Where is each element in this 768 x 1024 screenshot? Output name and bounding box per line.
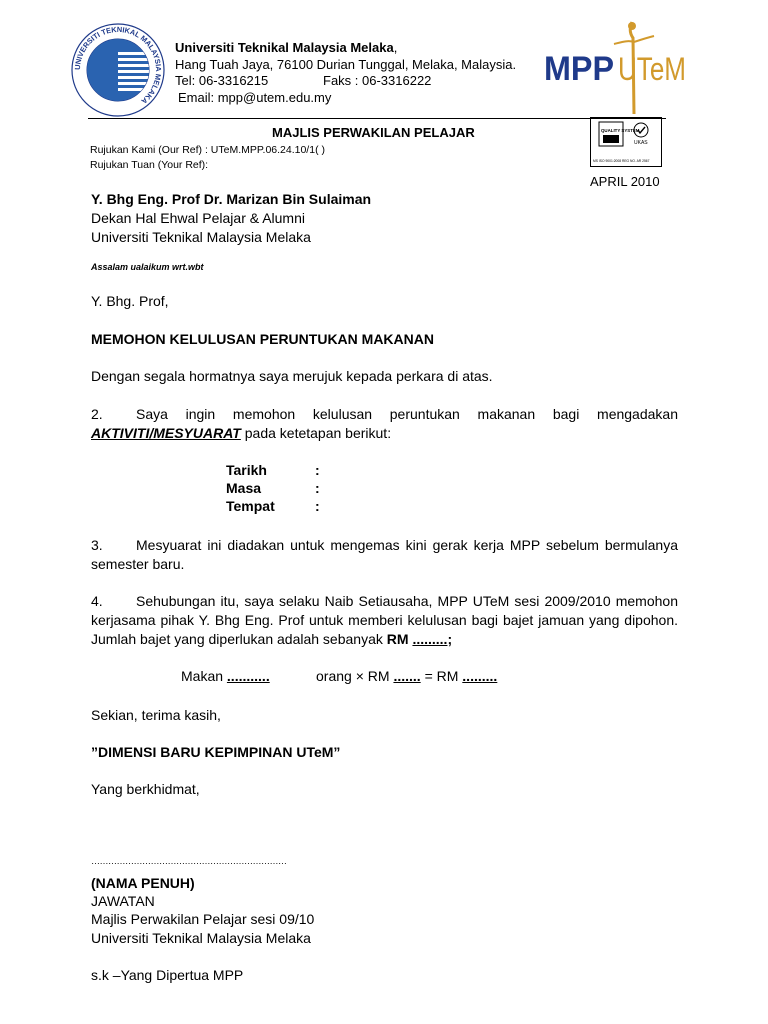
cert-label-left: QUALITY SYSTEM [601, 128, 640, 133]
closing: Sekian, terima kasih, [91, 707, 221, 723]
letterhead-tel: Tel: 06-3316215 [175, 73, 269, 88]
paragraph-1: Dengan segala hormatnya saya merujuk kepada perkara di atas. [91, 368, 493, 384]
signature-position: JAWATAN [91, 893, 155, 909]
motto: ”DIMENSI BARU KEPIMPINAN UTeM” [91, 744, 341, 760]
our-ref: Rujukan Kami (Our Ref) : UTeM.MPP.06.24.10/1( ) [90, 144, 325, 156]
calc-makan: Makan ........... [181, 668, 270, 684]
paragraph-2-number: 2. [91, 406, 103, 422]
paragraph-3: 3. Mesyuarat ini diadakan untuk mengemas kini gerak kerja MPP sebelum bermulanya semester baru. [91, 537, 678, 572]
makan-blank: ........... [226, 668, 270, 684]
letterhead-fax: Faks : 06-3316222 [323, 73, 432, 88]
total-blank: ......... [462, 668, 498, 684]
university-crest-logo [70, 22, 166, 118]
header-rule [88, 118, 666, 119]
activity-emphasis: AKTIVITI/MESYUARAT [91, 425, 241, 441]
mpp-logo-text: MPP [544, 50, 614, 88]
detail-masa-label: Masa [226, 480, 262, 496]
signature-org: Majlis Perwakilan Pelajar sesi 09/10 [91, 911, 315, 927]
certification-badge [590, 117, 662, 167]
rm-blank: ......... [412, 631, 448, 647]
your-ref: Rujukan Tuan (Your Ref): [90, 159, 209, 171]
cert-footer: MS ISO 9001:2008 REG NO. AR 2567 [593, 159, 650, 163]
recipient-name: Y. Bhg Eng. Prof Dr. Marizan Bin Sulaiman [91, 191, 372, 207]
letter-date: APRIL 2010 [590, 174, 660, 189]
recipient-title: Dekan Hal Ehwal Pelajar & Alumni [91, 210, 305, 226]
logo-ring-text: UNIVERSITI TEKNIKAL MALAYSIA MELAKA [72, 24, 164, 106]
paragraph-4: 4. Sehubungan itu, saya selaku Naib Setiausaha, MPP UTeM sesi 2009/2010 memohon kerjasama pihak Y. Bhg Eng. Prof untuk memberi kelulusan bagi bajet jamuan yang dipohon. Jumlah bajet yang diperlukan adalah sebanyak RM .........; [91, 593, 678, 647]
cc-line: s.k –Yang Dipertua MPP [91, 967, 244, 983]
subject: MEMOHON KELULUSAN PERUNTUKAN MAKANAN [91, 331, 434, 347]
calc-orang: orang × RM ....... = RM ......... [316, 668, 498, 684]
signature-line: …………………………………………………………… [91, 856, 287, 866]
paragraph-2: 2. Saya ingin memohon kelulusan peruntukan makanan bagi mengadakan AKTIVITI/MESYUARAT pada ketetapan berikut: [91, 406, 678, 441]
detail-tarikh-colon: : [315, 462, 320, 478]
detail-tempat-colon: : [315, 498, 320, 514]
cert-label-right: UKAS [634, 140, 648, 146]
paragraph-3-number: 3. [91, 537, 103, 553]
detail-tarikh-label: Tarikh [226, 462, 267, 478]
salutation: Y. Bhg. Prof, [91, 293, 169, 309]
detail-masa-colon: : [315, 480, 320, 496]
paragraph-4-number: 4. [91, 593, 103, 609]
salam: Assalam ualaikum wrt.wbt [91, 262, 204, 272]
mpp-utem-logo [542, 18, 690, 118]
rm-label: RM [386, 631, 409, 647]
letterhead-email: Email: mpp@utem.edu.my [178, 90, 332, 105]
cert-icon [591, 118, 661, 166]
recipient-institution: Universiti Teknikal Malaysia Melaka [91, 229, 311, 245]
utem-logo-text: UTeM [618, 51, 686, 87]
letterhead-university: Universiti Teknikal Malaysia Melaka, [175, 40, 398, 55]
signature-uni: Universiti Teknikal Malaysia Melaka [91, 930, 311, 946]
detail-tempat-label: Tempat [226, 498, 275, 514]
letterhead-address: Hang Tuah Jaya, 76100 Durian Tunggal, Melaka, Malaysia. [175, 57, 517, 72]
council-title: MAJLIS PERWAKILAN PELAJAR [272, 125, 475, 140]
signature-name: (NAMA PENUH) [91, 875, 195, 891]
orang-blank: ....... [393, 668, 421, 684]
yours: Yang berkhidmat, [91, 781, 200, 797]
